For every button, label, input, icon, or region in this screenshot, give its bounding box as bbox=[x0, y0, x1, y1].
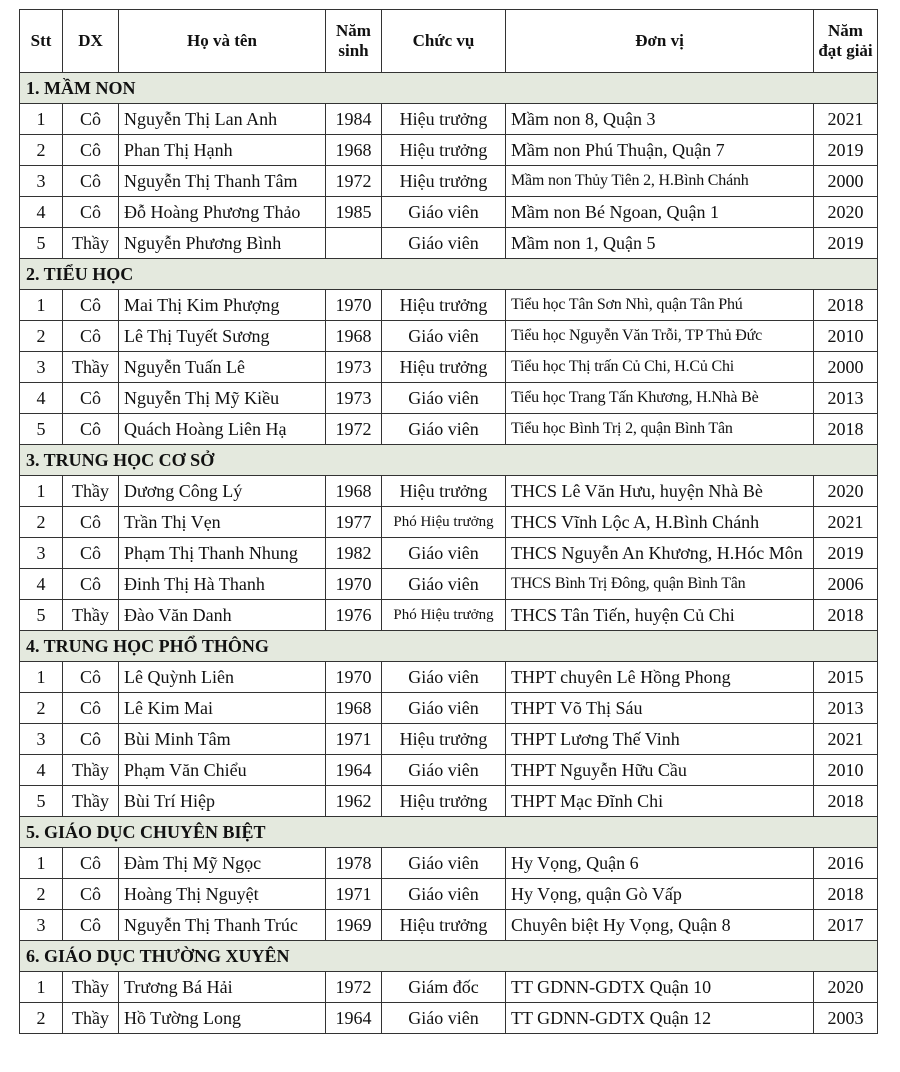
cell-award-year: 2019 bbox=[814, 228, 878, 259]
cell-stt: 2 bbox=[20, 507, 63, 538]
cell-dx: Cô bbox=[63, 538, 119, 569]
cell-birth-year: 1972 bbox=[326, 414, 382, 445]
cell-award-year: 2013 bbox=[814, 693, 878, 724]
cell-stt: 4 bbox=[20, 569, 63, 600]
cell-dx: Cô bbox=[63, 383, 119, 414]
section-header-row bbox=[20, 817, 878, 848]
cell-dx: Cô bbox=[63, 135, 119, 166]
cell-name: Hồ Tường Long bbox=[119, 1003, 326, 1034]
table-row bbox=[20, 383, 878, 414]
cell-position: Giáo viên bbox=[382, 197, 506, 228]
cell-stt: 1 bbox=[20, 476, 63, 507]
cell-name: Nguyễn Thị Lan Anh bbox=[119, 104, 326, 135]
cell-position: Hiệu trưởng bbox=[382, 910, 506, 941]
cell-position: Giáo viên bbox=[382, 1003, 506, 1034]
section-title: 1. MẦM NON bbox=[20, 73, 878, 104]
table-row bbox=[20, 662, 878, 693]
table-row bbox=[20, 569, 878, 600]
cell-award-year: 2016 bbox=[814, 848, 878, 879]
cell-unit: Hy Vọng, quận Gò Vấp bbox=[506, 879, 814, 910]
cell-birth-year: 1977 bbox=[326, 507, 382, 538]
cell-unit: THCS Bình Trị Đông, quận Bình Tân bbox=[506, 569, 814, 600]
cell-name: Lê Quỳnh Liên bbox=[119, 662, 326, 693]
header-unit: Đơn vị bbox=[506, 10, 814, 73]
table-row bbox=[20, 879, 878, 910]
cell-birth-year: 1964 bbox=[326, 1003, 382, 1034]
cell-unit: Hy Vọng, Quận 6 bbox=[506, 848, 814, 879]
cell-unit: Tiểu học Tân Sơn Nhì, quận Tân Phú bbox=[506, 290, 814, 321]
table-row bbox=[20, 321, 878, 352]
cell-unit: THPT Lương Thế Vinh bbox=[506, 724, 814, 755]
table-row bbox=[20, 600, 878, 631]
cell-unit: Mầm non Phú Thuận, Quận 7 bbox=[506, 135, 814, 166]
cell-position: Hiệu trưởng bbox=[382, 290, 506, 321]
section-title: 4. TRUNG HỌC PHỔ THÔNG bbox=[20, 631, 878, 662]
cell-stt: 4 bbox=[20, 755, 63, 786]
header-name: Họ và tên bbox=[119, 10, 326, 73]
cell-birth-year: 1970 bbox=[326, 290, 382, 321]
cell-stt: 1 bbox=[20, 848, 63, 879]
cell-position: Giáo viên bbox=[382, 228, 506, 259]
cell-award-year: 2021 bbox=[814, 724, 878, 755]
section-header-row bbox=[20, 259, 878, 290]
cell-stt: 5 bbox=[20, 786, 63, 817]
cell-unit: Tiểu học Bình Trị 2, quận Bình Tân bbox=[506, 414, 814, 445]
cell-award-year: 2019 bbox=[814, 538, 878, 569]
cell-position: Phó Hiệu trưởng bbox=[382, 507, 506, 538]
cell-birth-year: 1973 bbox=[326, 352, 382, 383]
section-title: 5. GIÁO DỤC CHUYÊN BIỆT bbox=[20, 817, 878, 848]
cell-birth-year: 1972 bbox=[326, 166, 382, 197]
cell-dx: Cô bbox=[63, 662, 119, 693]
cell-dx: Thầy bbox=[63, 228, 119, 259]
cell-birth-year: 1985 bbox=[326, 197, 382, 228]
cell-birth-year: 1968 bbox=[326, 321, 382, 352]
section-header-row bbox=[20, 73, 878, 104]
cell-name: Lê Kim Mai bbox=[119, 693, 326, 724]
cell-stt: 1 bbox=[20, 662, 63, 693]
cell-stt: 2 bbox=[20, 321, 63, 352]
cell-award-year: 2006 bbox=[814, 569, 878, 600]
cell-unit: Tiểu học Thị trấn Củ Chi, H.Củ Chi bbox=[506, 352, 814, 383]
cell-stt: 5 bbox=[20, 600, 63, 631]
cell-name: Dương Công Lý bbox=[119, 476, 326, 507]
cell-position: Hiệu trưởng bbox=[382, 104, 506, 135]
cell-award-year: 2021 bbox=[814, 507, 878, 538]
cell-position: Giáo viên bbox=[382, 414, 506, 445]
cell-dx: Cô bbox=[63, 848, 119, 879]
cell-dx: Cô bbox=[63, 910, 119, 941]
cell-award-year: 2000 bbox=[814, 166, 878, 197]
cell-dx: Cô bbox=[63, 693, 119, 724]
table-row bbox=[20, 414, 878, 445]
cell-position: Giáo viên bbox=[382, 693, 506, 724]
cell-position: Giáo viên bbox=[382, 321, 506, 352]
cell-name: Phạm Văn Chiểu bbox=[119, 755, 326, 786]
cell-dx: Cô bbox=[63, 569, 119, 600]
cell-dx: Cô bbox=[63, 879, 119, 910]
cell-unit: TT GDNN-GDTX Quận 12 bbox=[506, 1003, 814, 1034]
cell-award-year: 2000 bbox=[814, 352, 878, 383]
cell-stt: 3 bbox=[20, 166, 63, 197]
header-dx: DX bbox=[63, 10, 119, 73]
cell-birth-year: 1964 bbox=[326, 755, 382, 786]
cell-name: Nguyễn Phương Bình bbox=[119, 228, 326, 259]
cell-stt: 2 bbox=[20, 879, 63, 910]
cell-name: Nguyễn Thị Mỹ Kiều bbox=[119, 383, 326, 414]
cell-stt: 2 bbox=[20, 135, 63, 166]
cell-birth-year: 1968 bbox=[326, 476, 382, 507]
cell-name: Đỗ Hoàng Phương Thảo bbox=[119, 197, 326, 228]
cell-position: Hiệu trưởng bbox=[382, 352, 506, 383]
cell-award-year: 2021 bbox=[814, 104, 878, 135]
cell-award-year: 2018 bbox=[814, 600, 878, 631]
cell-stt: 5 bbox=[20, 414, 63, 445]
cell-stt: 3 bbox=[20, 910, 63, 941]
cell-name: Lê Thị Tuyết Sương bbox=[119, 321, 326, 352]
cell-name: Quách Hoàng Liên Hạ bbox=[119, 414, 326, 445]
cell-unit: Tiểu học Trang Tấn Khương, H.Nhà Bè bbox=[506, 383, 814, 414]
cell-birth-year: 1970 bbox=[326, 662, 382, 693]
cell-unit: THCS Tân Tiến, huyện Củ Chi bbox=[506, 600, 814, 631]
cell-award-year: 2020 bbox=[814, 197, 878, 228]
table-row bbox=[20, 228, 878, 259]
cell-position: Giáo viên bbox=[382, 538, 506, 569]
cell-name: Phan Thị Hạnh bbox=[119, 135, 326, 166]
cell-unit: THCS Nguyễn An Khương, H.Hóc Môn bbox=[506, 538, 814, 569]
cell-name: Trần Thị Vẹn bbox=[119, 507, 326, 538]
cell-name: Đàm Thị Mỹ Ngọc bbox=[119, 848, 326, 879]
cell-award-year: 2013 bbox=[814, 383, 878, 414]
cell-unit: THPT Mạc Đĩnh Chi bbox=[506, 786, 814, 817]
table-row bbox=[20, 693, 878, 724]
cell-position: Hiệu trưởng bbox=[382, 786, 506, 817]
table-row bbox=[20, 104, 878, 135]
cell-birth-year: 1982 bbox=[326, 538, 382, 569]
award-table bbox=[19, 9, 878, 1034]
cell-award-year: 2019 bbox=[814, 135, 878, 166]
cell-stt: 1 bbox=[20, 104, 63, 135]
cell-birth-year: 1984 bbox=[326, 104, 382, 135]
cell-award-year: 2018 bbox=[814, 786, 878, 817]
cell-birth-year: 1962 bbox=[326, 786, 382, 817]
header-position: Chức vụ bbox=[382, 10, 506, 73]
cell-stt: 1 bbox=[20, 972, 63, 1003]
cell-birth-year: 1976 bbox=[326, 600, 382, 631]
cell-birth-year: 1971 bbox=[326, 879, 382, 910]
cell-unit: TT GDNN-GDTX Quận 10 bbox=[506, 972, 814, 1003]
header-stt: Stt bbox=[20, 10, 63, 73]
section-header-row bbox=[20, 631, 878, 662]
cell-dx: Cô bbox=[63, 724, 119, 755]
cell-name: Bùi Minh Tâm bbox=[119, 724, 326, 755]
cell-stt: 2 bbox=[20, 1003, 63, 1034]
award-table-container bbox=[19, 9, 877, 1034]
table-row bbox=[20, 1003, 878, 1034]
cell-birth-year bbox=[326, 228, 382, 259]
cell-award-year: 2017 bbox=[814, 910, 878, 941]
section-header-row bbox=[20, 941, 878, 972]
cell-stt: 3 bbox=[20, 538, 63, 569]
cell-award-year: 2020 bbox=[814, 476, 878, 507]
cell-stt: 1 bbox=[20, 290, 63, 321]
cell-position: Hiệu trưởng bbox=[382, 724, 506, 755]
cell-dx: Cô bbox=[63, 290, 119, 321]
cell-dx: Cô bbox=[63, 197, 119, 228]
section-title: 3. TRUNG HỌC CƠ SỞ bbox=[20, 445, 878, 476]
header-birth-year: Năm sinh bbox=[326, 10, 382, 73]
cell-name: Hoàng Thị Nguyệt bbox=[119, 879, 326, 910]
table-row bbox=[20, 166, 878, 197]
cell-stt: 3 bbox=[20, 724, 63, 755]
table-row bbox=[20, 135, 878, 166]
cell-award-year: 2018 bbox=[814, 290, 878, 321]
table-row bbox=[20, 507, 878, 538]
table-row bbox=[20, 352, 878, 383]
cell-dx: Thầy bbox=[63, 755, 119, 786]
cell-stt: 4 bbox=[20, 197, 63, 228]
cell-unit: Mầm non Bé Ngoan, Quận 1 bbox=[506, 197, 814, 228]
cell-birth-year: 1968 bbox=[326, 135, 382, 166]
table-row bbox=[20, 786, 878, 817]
cell-dx: Cô bbox=[63, 321, 119, 352]
cell-dx: Thầy bbox=[63, 786, 119, 817]
cell-position: Giáo viên bbox=[382, 569, 506, 600]
table-row bbox=[20, 972, 878, 1003]
cell-unit: THPT Võ Thị Sáu bbox=[506, 693, 814, 724]
cell-birth-year: 1971 bbox=[326, 724, 382, 755]
cell-dx: Cô bbox=[63, 104, 119, 135]
cell-position: Hiệu trưởng bbox=[382, 476, 506, 507]
cell-name: Phạm Thị Thanh Nhung bbox=[119, 538, 326, 569]
cell-unit: Mầm non 1, Quận 5 bbox=[506, 228, 814, 259]
header-award-year: Năm đạt giải bbox=[814, 10, 878, 73]
cell-position: Giáo viên bbox=[382, 755, 506, 786]
section-title: 6. GIÁO DỤC THƯỜNG XUYÊN bbox=[20, 941, 878, 972]
cell-position: Giáo viên bbox=[382, 879, 506, 910]
cell-position: Giáo viên bbox=[382, 383, 506, 414]
cell-unit: Tiểu học Nguyễn Văn Trỗi, TP Thủ Đức bbox=[506, 321, 814, 352]
cell-dx: Thầy bbox=[63, 1003, 119, 1034]
cell-position: Phó Hiệu trưởng bbox=[382, 600, 506, 631]
cell-position: Giám đốc bbox=[382, 972, 506, 1003]
cell-birth-year: 1973 bbox=[326, 383, 382, 414]
table-body bbox=[20, 73, 878, 1034]
cell-name: Nguyễn Tuấn Lê bbox=[119, 352, 326, 383]
cell-birth-year: 1969 bbox=[326, 910, 382, 941]
cell-position: Giáo viên bbox=[382, 662, 506, 693]
cell-position: Hiệu trưởng bbox=[382, 135, 506, 166]
cell-stt: 2 bbox=[20, 693, 63, 724]
cell-birth-year: 1970 bbox=[326, 569, 382, 600]
cell-stt: 5 bbox=[20, 228, 63, 259]
cell-birth-year: 1972 bbox=[326, 972, 382, 1003]
cell-name: Trương Bá Hải bbox=[119, 972, 326, 1003]
cell-award-year: 2018 bbox=[814, 414, 878, 445]
cell-unit: THPT chuyên Lê Hồng Phong bbox=[506, 662, 814, 693]
cell-birth-year: 1978 bbox=[326, 848, 382, 879]
table-row bbox=[20, 197, 878, 228]
cell-name: Đinh Thị Hà Thanh bbox=[119, 569, 326, 600]
cell-dx: Thầy bbox=[63, 352, 119, 383]
cell-dx: Cô bbox=[63, 414, 119, 445]
cell-dx: Thầy bbox=[63, 972, 119, 1003]
cell-name: Nguyễn Thị Thanh Tâm bbox=[119, 166, 326, 197]
section-header-row bbox=[20, 445, 878, 476]
cell-award-year: 2003 bbox=[814, 1003, 878, 1034]
cell-unit: Mầm non 8, Quận 3 bbox=[506, 104, 814, 135]
cell-award-year: 2010 bbox=[814, 755, 878, 786]
cell-unit: Mầm non Thủy Tiên 2, H.Bình Chánh bbox=[506, 166, 814, 197]
cell-unit: THCS Lê Văn Hưu, huyện Nhà Bè bbox=[506, 476, 814, 507]
header-row bbox=[20, 10, 878, 73]
cell-name: Nguyễn Thị Thanh Trúc bbox=[119, 910, 326, 941]
table-row bbox=[20, 910, 878, 941]
cell-name: Bùi Trí Hiệp bbox=[119, 786, 326, 817]
cell-unit: THCS Vĩnh Lộc A, H.Bình Chánh bbox=[506, 507, 814, 538]
cell-stt: 4 bbox=[20, 383, 63, 414]
cell-award-year: 2015 bbox=[814, 662, 878, 693]
table-row bbox=[20, 848, 878, 879]
table-row bbox=[20, 476, 878, 507]
cell-dx: Cô bbox=[63, 507, 119, 538]
cell-dx: Thầy bbox=[63, 600, 119, 631]
cell-unit: THPT Nguyễn Hữu Cầu bbox=[506, 755, 814, 786]
cell-name: Đào Văn Danh bbox=[119, 600, 326, 631]
table-row bbox=[20, 724, 878, 755]
cell-dx: Thầy bbox=[63, 476, 119, 507]
table-row bbox=[20, 538, 878, 569]
cell-dx: Cô bbox=[63, 166, 119, 197]
cell-unit: Chuyên biệt Hy Vọng, Quận 8 bbox=[506, 910, 814, 941]
cell-award-year: 2020 bbox=[814, 972, 878, 1003]
table-row bbox=[20, 290, 878, 321]
cell-award-year: 2018 bbox=[814, 879, 878, 910]
cell-name: Mai Thị Kim Phượng bbox=[119, 290, 326, 321]
cell-position: Hiệu trưởng bbox=[382, 166, 506, 197]
table-row bbox=[20, 755, 878, 786]
cell-position: Giáo viên bbox=[382, 848, 506, 879]
section-title: 2. TIỂU HỌC bbox=[20, 259, 878, 290]
cell-stt: 3 bbox=[20, 352, 63, 383]
cell-award-year: 2010 bbox=[814, 321, 878, 352]
cell-birth-year: 1968 bbox=[326, 693, 382, 724]
